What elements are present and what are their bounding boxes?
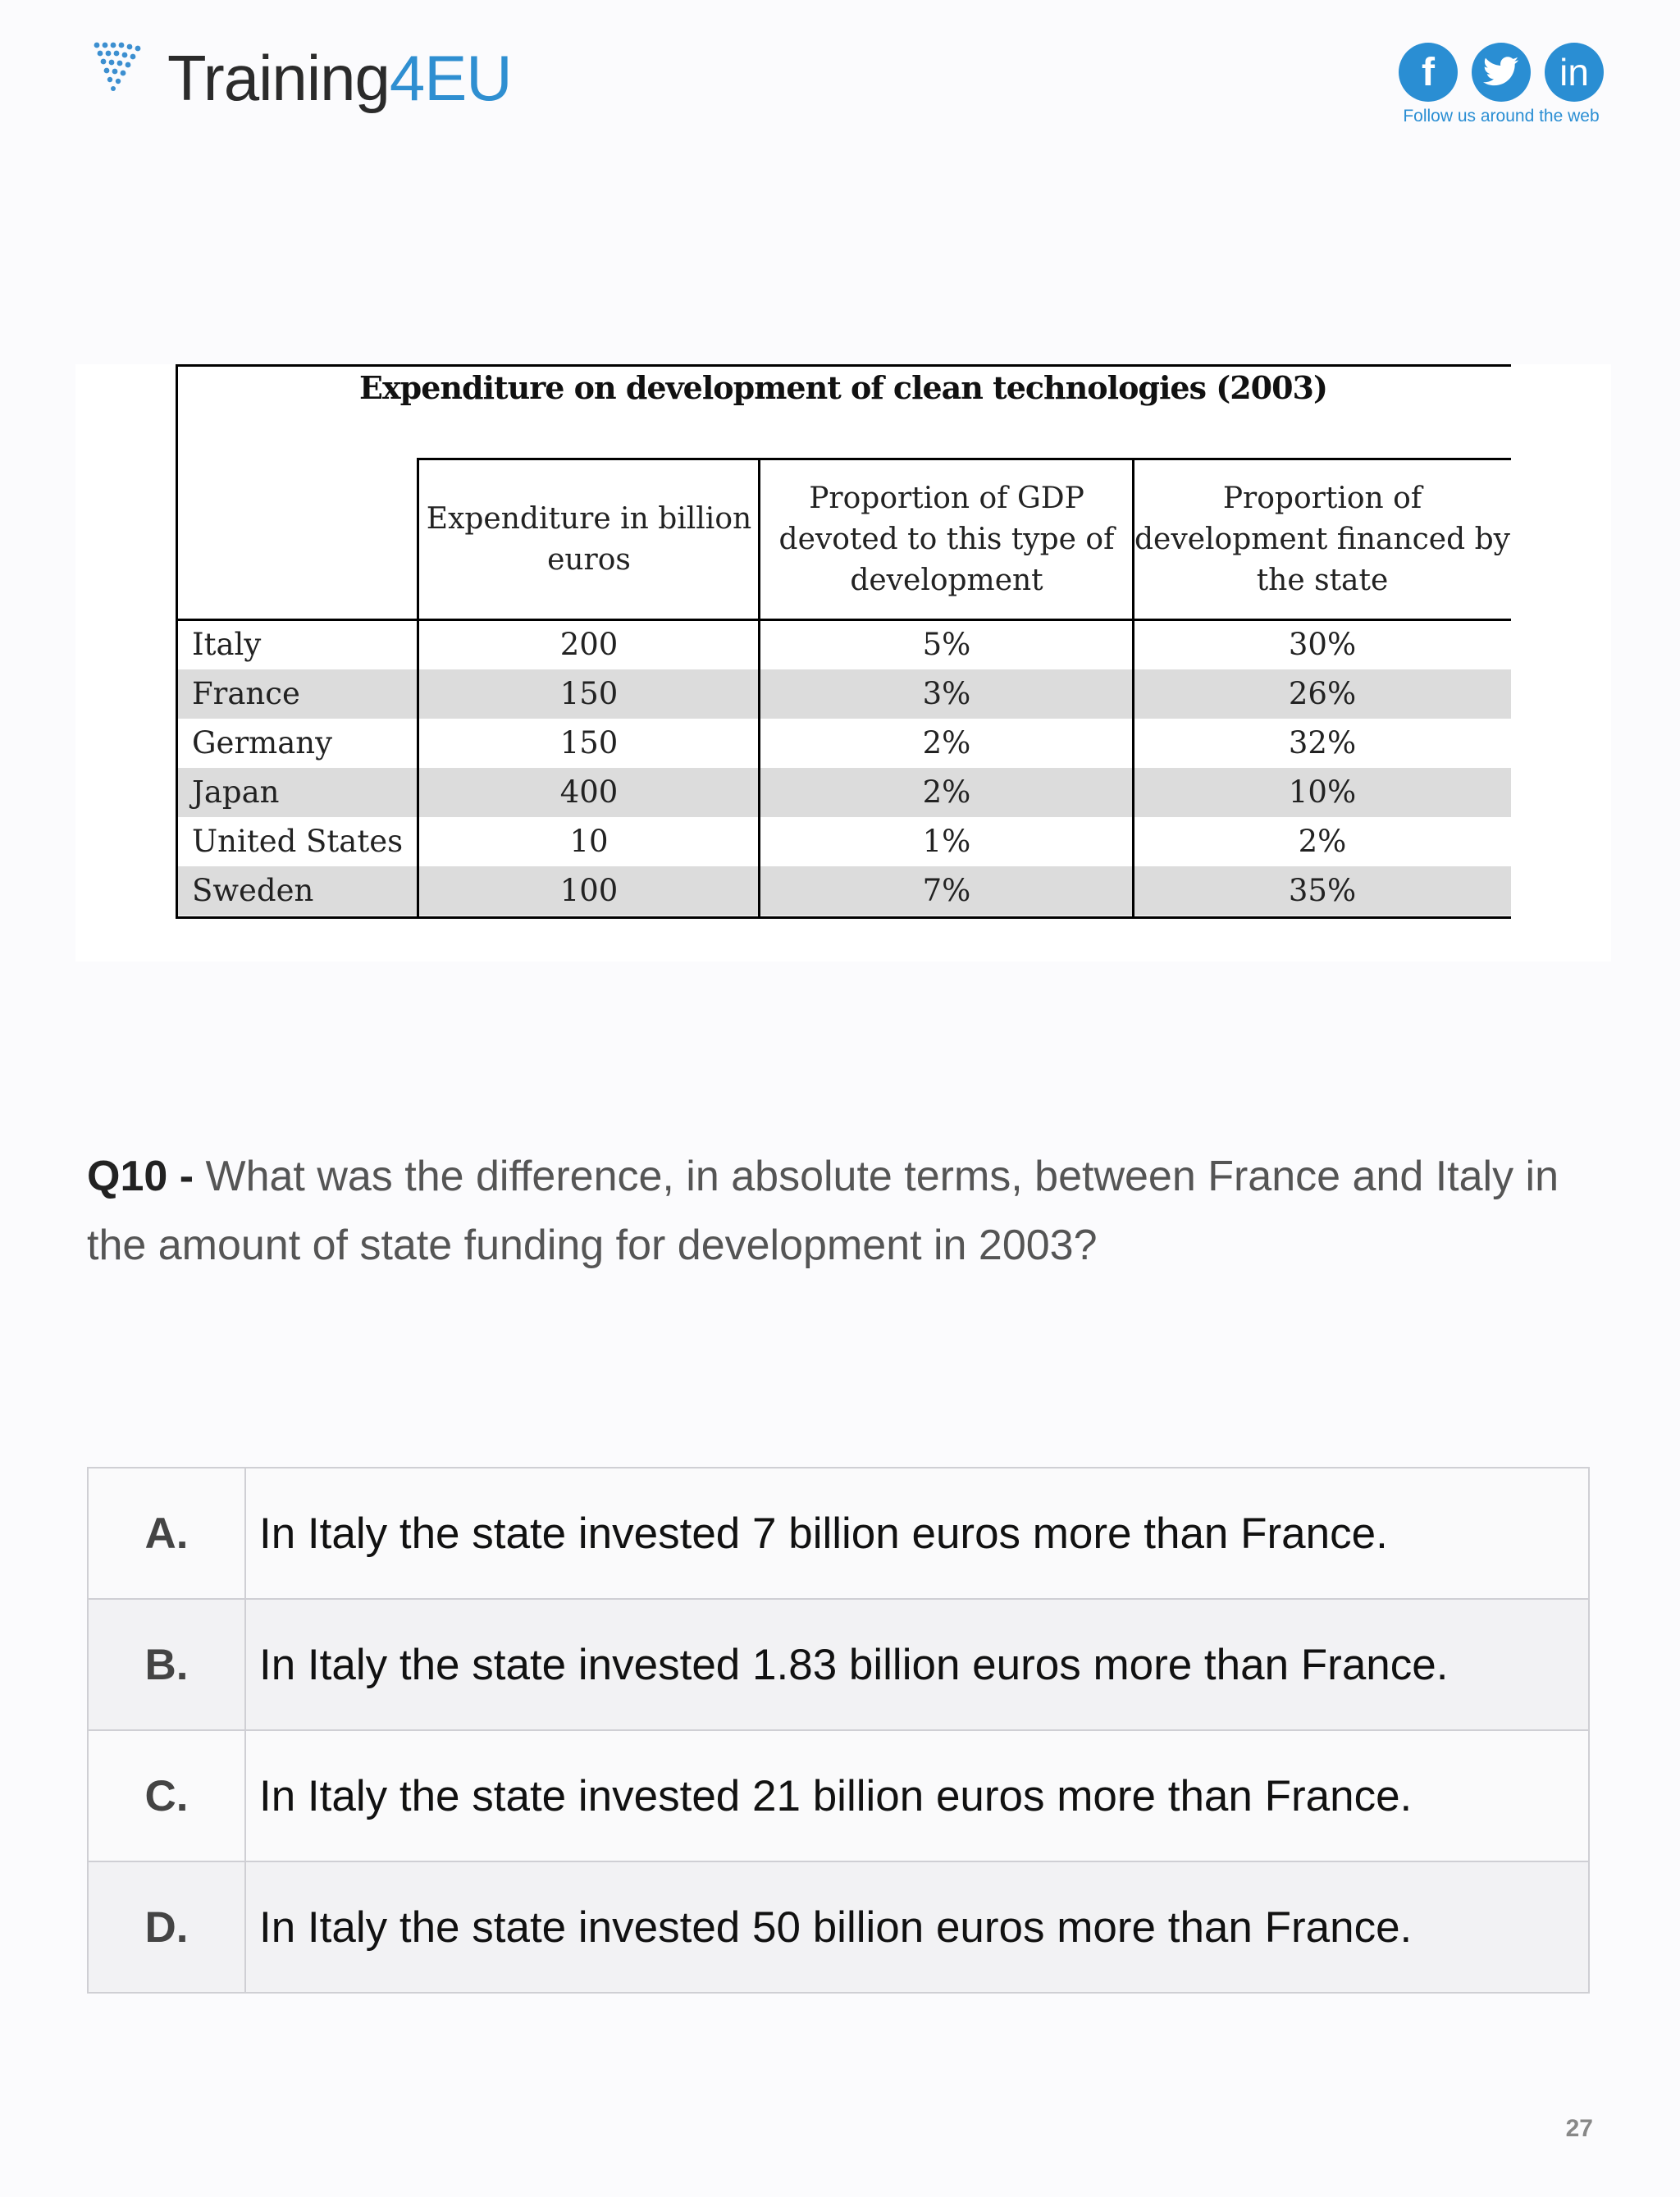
answer-option-a[interactable] — [88, 1468, 1589, 1599]
logo-wordmark: Training4EU — [167, 41, 512, 114]
table-header-top-rule — [418, 458, 1511, 460]
data-table — [176, 364, 1511, 922]
question-text — [87, 1142, 1596, 1280]
column-divider — [1132, 458, 1134, 919]
table-row — [176, 817, 1511, 866]
answer-option-b[interactable] — [88, 1599, 1589, 1730]
page-number: 27 — [1565, 2115, 1593, 2142]
expenditure-cell: 100 — [559, 873, 619, 908]
column-divider — [758, 458, 760, 919]
table-border-bottom — [176, 916, 1511, 919]
country-cell: France — [192, 676, 300, 711]
logo-dots-icon — [90, 37, 172, 119]
table-title: Expenditure on development of clean technologies (2003) — [359, 369, 1327, 406]
answer-letter: D. — [88, 1861, 245, 1993]
answer-letter: B. — [88, 1599, 245, 1730]
country-cell: Japan — [192, 774, 280, 810]
state-cell: 26% — [1288, 676, 1357, 711]
table-row — [176, 669, 1511, 719]
answer-text: In Italy the state invested 50 billion euros more than France. — [245, 1861, 1589, 1993]
answer-letter: A. — [88, 1468, 245, 1599]
state-cell: 10% — [1288, 774, 1357, 810]
table-border-left — [176, 364, 178, 919]
state-cell: 2% — [1298, 824, 1347, 859]
gdp-cell: 5% — [922, 627, 971, 662]
answer-text: In Italy the state invested 1.83 billion euros more than France. — [245, 1599, 1589, 1730]
state-cell: 35% — [1288, 873, 1357, 908]
table-row — [176, 620, 1511, 669]
table-row — [176, 768, 1511, 817]
table-row — [176, 719, 1511, 768]
question-number: Q10 - — [87, 1153, 194, 1200]
gdp-cell: 7% — [922, 873, 971, 908]
question-body: What was the difference, in absolute terms, between France and Italy in the amount of state funding for development in 2003? — [87, 1153, 1559, 1269]
answer-text: In Italy the state invested 21 billion euros more than France. — [245, 1730, 1589, 1861]
expenditure-cell: 200 — [559, 627, 619, 662]
answer-options — [87, 1467, 1590, 1994]
facebook-icon[interactable]: f — [1399, 43, 1458, 102]
twitter-icon[interactable] — [1472, 43, 1531, 102]
state-cell: 32% — [1288, 725, 1357, 760]
column-header-gdp: Proportion of GDP devoted to this type of development — [778, 482, 1115, 597]
country-cell: United States — [192, 824, 404, 859]
table-row — [176, 866, 1511, 916]
column-header-state: Proportion of development financed by the state — [1134, 482, 1510, 597]
table-border-top — [176, 364, 1511, 367]
answer-letter: C. — [88, 1730, 245, 1861]
country-cell: Germany — [192, 725, 333, 760]
expenditure-cell: 150 — [559, 676, 619, 711]
country-cell: Italy — [192, 627, 262, 662]
linkedin-icon[interactable]: in — [1545, 43, 1604, 102]
gdp-cell: 1% — [922, 824, 971, 859]
state-cell: 30% — [1288, 627, 1357, 662]
expenditure-cell: 150 — [559, 725, 619, 760]
gdp-cell: 2% — [922, 725, 971, 760]
expenditure-cell: 400 — [559, 774, 619, 810]
country-cell: Sweden — [192, 873, 314, 908]
data-table-image — [75, 364, 1611, 961]
expenditure-cell: 10 — [569, 824, 609, 859]
answer-option-d[interactable] — [88, 1861, 1589, 1993]
answer-option-c[interactable] — [88, 1730, 1589, 1861]
social-caption: Follow us around the web — [1403, 107, 1600, 126]
column-divider — [417, 458, 419, 919]
social-links — [1395, 43, 1608, 126]
training4eu-logo — [90, 33, 512, 123]
answer-text: In Italy the state invested 7 billion euros more than France. — [245, 1468, 1589, 1599]
table-header-bottom-rule — [176, 619, 1511, 621]
gdp-cell: 2% — [922, 774, 971, 810]
column-header-expenditure: Expenditure in billion euros — [426, 502, 752, 577]
gdp-cell: 3% — [922, 676, 971, 711]
